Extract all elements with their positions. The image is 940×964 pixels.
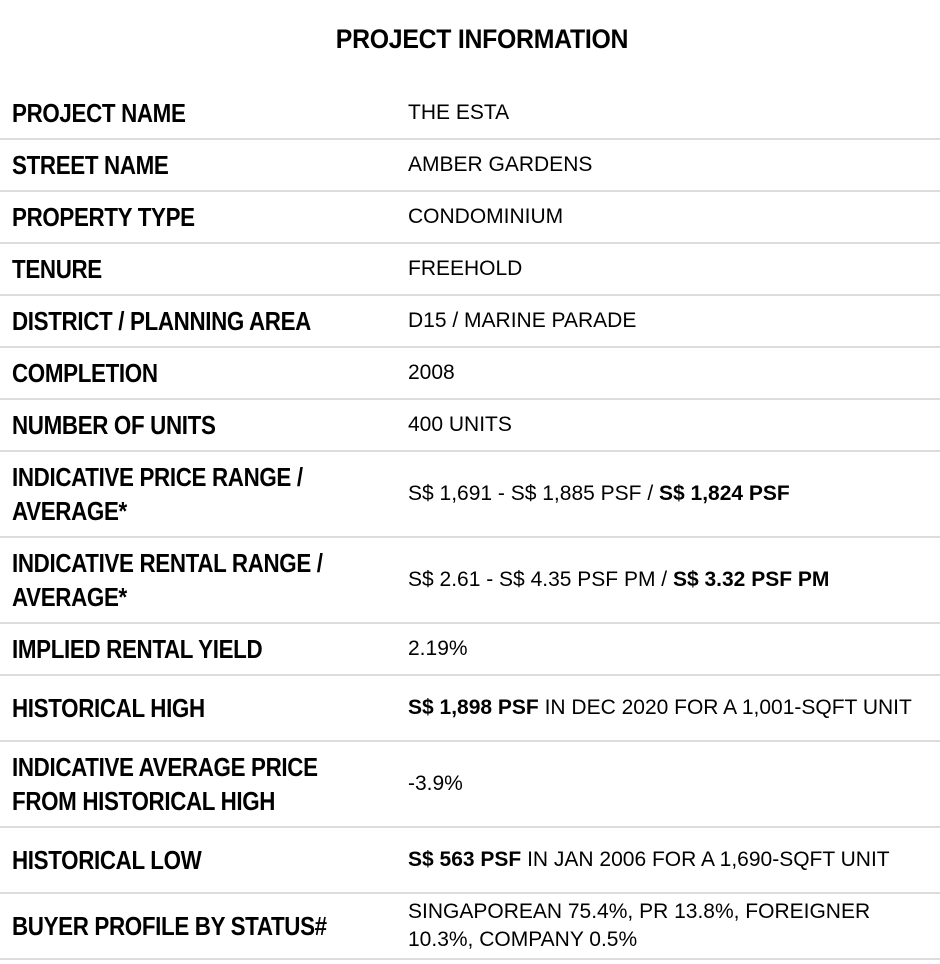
table-row <box>0 828 940 894</box>
project-info-table <box>0 88 940 960</box>
row-label: IMPLIED RENTAL YIELD <box>12 634 263 664</box>
row-value: 400 UNITS <box>408 413 512 436</box>
row-label: NUMBER OF UNITS <box>12 410 216 440</box>
table-row <box>0 244 940 296</box>
value-highlight: S$ 1,824 PSF <box>659 482 790 505</box>
row-value: FREEHOLD <box>408 257 523 280</box>
table-row <box>0 88 940 140</box>
row-value: SINGAPOREAN 75.4%, PR 13.8%, FOREIGNER 10.3%, COMPANY 0.5% <box>408 900 871 951</box>
value-highlight: S$ 3.32 PSF PM <box>672 568 830 591</box>
row-value: 2.19% <box>408 637 468 660</box>
table-row <box>0 296 940 348</box>
value-highlight: S$ 1,898 PSF <box>408 696 539 719</box>
row-value: S$ 563 PSF IN JAN 2006 FOR A 1,690-SQFT UNIT <box>408 848 890 871</box>
row-label: COMPLETION <box>12 358 158 388</box>
row-value: AMBER GARDENS <box>408 153 593 176</box>
row-value: D15 / MARINE PARADE <box>408 309 637 332</box>
table-row <box>0 140 940 192</box>
table-row <box>0 192 940 244</box>
row-value: 2008 <box>408 361 455 384</box>
row-value: S$ 1,898 PSF IN DEC 2020 FOR A 1,001-SQFT UNIT <box>408 696 912 719</box>
row-value: S$ 2.61 - S$ 4.35 PSF PM / S$ 3.32 PSF PM <box>408 568 830 591</box>
row-label: STREET NAME <box>12 150 169 180</box>
table-row <box>0 742 940 828</box>
table-row <box>0 452 940 538</box>
row-value: -3.9% <box>408 772 463 795</box>
page-title: PROJECT INFORMATION <box>335 24 629 54</box>
table-row <box>0 676 940 742</box>
row-value: THE ESTA <box>408 101 510 124</box>
value-highlight: S$ 563 PSF <box>408 848 522 871</box>
row-label: HISTORICAL HIGH <box>12 693 205 723</box>
row-label: TENURE <box>12 254 102 284</box>
table-row <box>0 348 940 400</box>
row-label: PROPERTY TYPE <box>12 202 195 232</box>
table-row <box>0 624 940 676</box>
row-label: INDICATIVE RENTAL RANGE / AVERAGE* <box>12 548 323 612</box>
row-label: HISTORICAL LOW <box>12 845 202 875</box>
row-label: INDICATIVE AVERAGE PRICE FROM HISTORICAL HIGH <box>12 752 318 816</box>
row-label: INDICATIVE PRICE RANGE / AVERAGE* <box>12 462 303 526</box>
row-label: DISTRICT / PLANNING AREA <box>12 306 311 336</box>
table-row <box>0 538 940 624</box>
row-value: S$ 1,691 - S$ 1,885 PSF / S$ 1,824 PSF <box>408 482 790 505</box>
table-row <box>0 400 940 452</box>
row-value: CONDOMINIUM <box>408 205 564 228</box>
table-row <box>0 894 940 960</box>
row-label: BUYER PROFILE BY STATUS# <box>12 911 327 941</box>
row-label: PROJECT NAME <box>12 98 186 128</box>
